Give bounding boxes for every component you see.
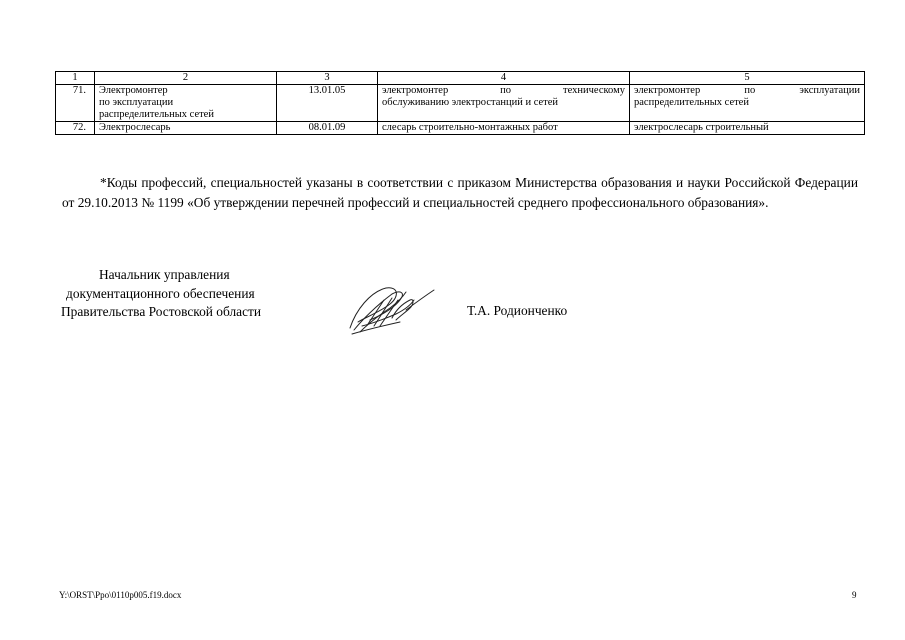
header-col-5: 5	[630, 72, 865, 85]
page-number: 9	[852, 590, 857, 600]
related-profession-line: обслуживанию электростанций и сетей	[382, 97, 559, 108]
table-row	[56, 122, 865, 135]
related-profession-line: электромонтер по техническому	[382, 85, 625, 96]
profession-name: Электрослесарь	[95, 122, 277, 135]
header-col-3: 3	[277, 72, 378, 85]
profession-name-line: Электромонтер	[99, 85, 168, 96]
qualification-line: электромонтер по эксплуатации	[634, 85, 860, 96]
header-col-4: 4	[378, 72, 630, 85]
signatory-title	[55, 266, 295, 322]
qualification-line: распределительных сетей	[634, 97, 749, 108]
header-col-1: 1	[56, 72, 95, 85]
handwritten-signature	[340, 280, 440, 340]
header-col-2: 2	[95, 72, 277, 85]
profession-name-line: распределительных сетей	[99, 109, 214, 120]
row-number: 72.	[56, 122, 95, 135]
professions-table	[55, 71, 865, 135]
profession-code: 08.01.09	[277, 122, 378, 135]
profession-name	[95, 85, 277, 122]
table-row	[56, 85, 865, 122]
signatory-title-line: документационного обеспечения	[66, 285, 255, 301]
table-header-row	[56, 72, 865, 85]
related-profession: слесарь строительно-монтажных работ	[378, 122, 630, 135]
profession-name-line: по эксплуатации	[99, 97, 174, 108]
profession-code: 13.01.05	[277, 85, 378, 122]
qualification	[630, 85, 865, 122]
row-number: 71.	[56, 85, 95, 122]
qualification: электрослесарь строительный	[630, 122, 865, 135]
signatory-title-line: Начальник управления	[99, 267, 230, 282]
signatory-name: Т.А. Родионченко	[467, 303, 568, 318]
signatory-title-line: Правительства Ростовской области	[61, 304, 262, 319]
footer-file-path: Y:\ORST\Ppo\0110p005.f19.docx	[59, 590, 182, 600]
footnote: *Коды профессий, специальностей указаны в соответствии с приказом Министерства образования и науки Российской Федерации от 29.10.2013 № 1199 «Об утверждении перечней профессий и специальностей среднего профессионального образования».	[62, 175, 858, 210]
related-profession	[378, 85, 630, 122]
